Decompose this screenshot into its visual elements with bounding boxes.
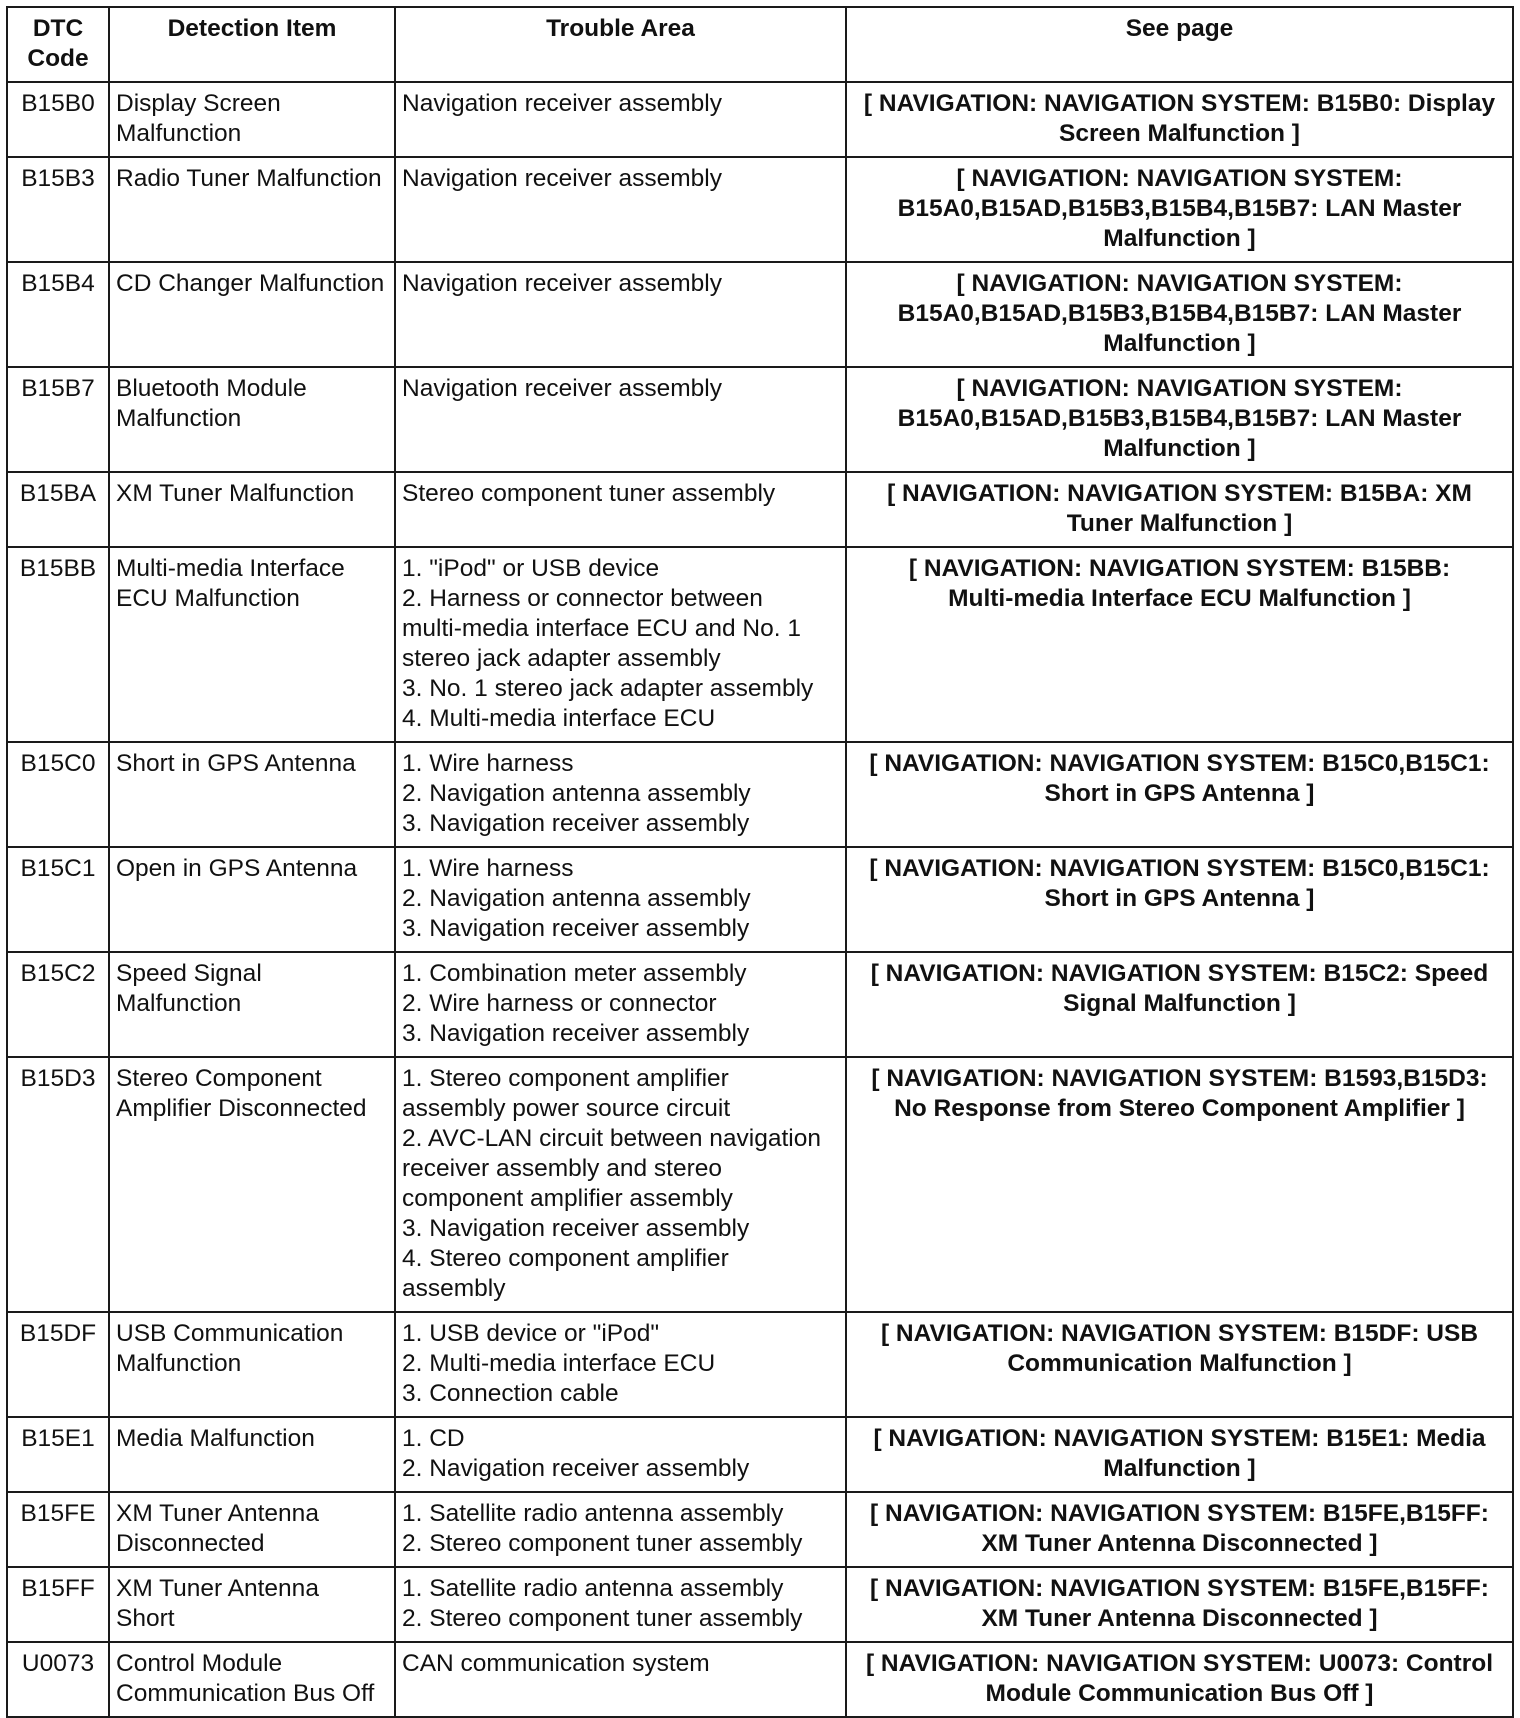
trouble-area-line: 3. Navigation receiver assembly [402, 1215, 750, 1242]
table-row [7, 847, 1513, 952]
trouble-area-cell [395, 847, 846, 952]
see-page-link-line: [ NAVIGATION: NAVIGATION SYSTEM: B1593,B15D3: [871, 1065, 1488, 1092]
table-row [7, 262, 1513, 367]
detection-item-line: Bluetooth Module [116, 375, 307, 402]
trouble-area-line: Navigation receiver assembly [402, 90, 722, 117]
detection-item-cell [109, 1312, 395, 1417]
trouble-area-line: 1. Wire harness [402, 855, 574, 882]
see-page-link-line: [ NAVIGATION: NAVIGATION SYSTEM: B15DF: USB [880, 1320, 1479, 1347]
see-page-link-line: [ NAVIGATION: NAVIGATION SYSTEM: B15C0,B15C1: [869, 855, 1490, 882]
dtc-code: U0073 [21, 1650, 95, 1677]
see-page-link-cell [846, 262, 1513, 367]
trouble-area-line: component amplifier assembly [402, 1185, 733, 1212]
detection-item-line: XM Tuner Antenna [116, 1500, 319, 1527]
trouble-area-line: Navigation receiver assembly [402, 375, 722, 402]
dtc-code-cell [7, 472, 109, 547]
dtc-code-cell [7, 82, 109, 157]
detection-item-cell [109, 742, 395, 847]
trouble-area-cell [395, 1312, 846, 1417]
detection-item-cell [109, 1417, 395, 1492]
see-page-link-cell [846, 1417, 1513, 1492]
detection-item-cell [109, 82, 395, 157]
trouble-area-cell [395, 472, 846, 547]
detection-item-cell [109, 472, 395, 547]
see-page-link-cell [846, 1492, 1513, 1567]
dtc-code: B15B7 [21, 375, 95, 402]
dtc-code-cell [7, 547, 109, 742]
trouble-area-line: 3. Connection cable [402, 1380, 619, 1407]
dtc-code-cell [7, 1057, 109, 1312]
table-row [7, 1057, 1513, 1312]
trouble-area-line: receiver assembly and stereo [402, 1155, 723, 1182]
see-page-link-cell [846, 472, 1513, 547]
detection-item-cell [109, 367, 395, 472]
detection-item-cell [109, 1492, 395, 1567]
trouble-area-line: assembly [402, 1275, 506, 1302]
detection-item-line: Amplifier Disconnected [116, 1095, 367, 1122]
dtc-code-cell [7, 847, 109, 952]
trouble-area-line: 2. Harness or connector between [402, 585, 763, 612]
table-row [7, 742, 1513, 847]
table-row [7, 1312, 1513, 1417]
dtc-code: B15C2 [20, 960, 96, 987]
detection-item-cell [109, 157, 395, 262]
see-page-link-line: [ NAVIGATION: NAVIGATION SYSTEM: B15FE,B15FF: [870, 1500, 1489, 1527]
dtc-code: B15B4 [21, 270, 95, 297]
header-line: Detection Item [167, 15, 337, 42]
dtc-code: B15B0 [21, 90, 95, 117]
see-page-link-line: Signal Malfunction ] [1063, 990, 1296, 1017]
trouble-area-line: 2. Wire harness or connector [402, 990, 717, 1017]
see-page-link-line: Malfunction ] [1103, 225, 1256, 252]
detection-item-line: XM Tuner Malfunction [116, 480, 355, 507]
dtc-table [6, 6, 1514, 1718]
dtc-code: B15BB [19, 555, 97, 582]
header-dtc-code [7, 7, 109, 82]
see-page-link-line: Tuner Malfunction ] [1066, 510, 1293, 537]
table-row [7, 1417, 1513, 1492]
trouble-area-line: multi-media interface ECU and No. 1 [402, 615, 801, 642]
detection-item-line: Malfunction [116, 405, 242, 432]
trouble-area-line: CAN communication system [402, 1650, 710, 1677]
table-header-row [7, 7, 1513, 82]
trouble-area-line: 1. Satellite radio antenna assembly [402, 1575, 784, 1602]
see-page-link-line: [ NAVIGATION: NAVIGATION SYSTEM: [956, 375, 1403, 402]
see-page-link-line: B15A0,B15AD,B15B3,B15B4,B15B7: LAN Master [897, 300, 1462, 327]
see-page-link-line: B15A0,B15AD,B15B3,B15B4,B15B7: LAN Master [897, 405, 1462, 432]
detection-item-line: Malfunction [116, 1350, 242, 1377]
trouble-area-cell [395, 262, 846, 367]
trouble-area-cell [395, 1492, 846, 1567]
trouble-area-line: 1. Satellite radio antenna assembly [402, 1500, 784, 1527]
detection-item-cell [109, 952, 395, 1057]
see-page-link-cell [846, 1567, 1513, 1642]
trouble-area-line: 2. AVC-LAN circuit between navigation [402, 1125, 821, 1152]
table-row [7, 1567, 1513, 1642]
detection-item-line: USB Communication [116, 1320, 344, 1347]
trouble-area-cell [395, 742, 846, 847]
trouble-area-line: 1. Combination meter assembly [402, 960, 747, 987]
see-page-link-line: No Response from Stereo Component Amplifier ] [894, 1095, 1465, 1122]
see-page-link-cell [846, 952, 1513, 1057]
detection-item-line: CD Changer Malfunction [116, 270, 385, 297]
trouble-area-line: assembly power source circuit [402, 1095, 731, 1122]
dtc-code: B15FF [21, 1575, 95, 1602]
detection-item-line: Speed Signal [116, 960, 262, 987]
trouble-area-line: 2. Navigation antenna assembly [402, 780, 751, 807]
dtc-code-cell [7, 157, 109, 262]
dtc-code: B15B3 [21, 165, 95, 192]
detection-item-line: Multi-media Interface [116, 555, 345, 582]
header-line: See page [1125, 15, 1234, 42]
detection-item-line: Short in GPS Antenna [116, 750, 356, 777]
dtc-code-cell [7, 367, 109, 472]
detection-item-line: XM Tuner Antenna [116, 1575, 319, 1602]
detection-item-line: Stereo Component [116, 1065, 322, 1092]
trouble-area-cell [395, 157, 846, 262]
see-page-link-line: Screen Malfunction ] [1059, 120, 1300, 147]
dtc-code-cell [7, 952, 109, 1057]
detection-item-line: Malfunction [116, 990, 242, 1017]
detection-item-line: ECU Malfunction [116, 585, 300, 612]
table-row [7, 157, 1513, 262]
header-line: Code [27, 45, 89, 72]
see-page-link-line: [ NAVIGATION: NAVIGATION SYSTEM: B15BA: XM [887, 480, 1472, 507]
trouble-area-line: 3. Navigation receiver assembly [402, 810, 750, 837]
see-page-link-line: Malfunction ] [1103, 330, 1256, 357]
detection-item-cell [109, 1567, 395, 1642]
trouble-area-line: 1. Stereo component amplifier [402, 1065, 729, 1092]
table-row [7, 1492, 1513, 1567]
see-page-link-line: Malfunction ] [1103, 1455, 1256, 1482]
see-page-link-cell [846, 82, 1513, 157]
header-detection-item [109, 7, 395, 82]
detection-item-line: Display Screen [116, 90, 281, 117]
trouble-area-line: 3. No. 1 stereo jack adapter assembly [402, 675, 814, 702]
see-page-link-line: [ NAVIGATION: NAVIGATION SYSTEM: U0073: Control [865, 1650, 1494, 1677]
see-page-link-line: [ NAVIGATION: NAVIGATION SYSTEM: B15C2: Speed [870, 960, 1489, 987]
dtc-code-cell [7, 1417, 109, 1492]
detection-item-cell [109, 1057, 395, 1312]
see-page-link-cell [846, 367, 1513, 472]
see-page-link-line: B15A0,B15AD,B15B3,B15B4,B15B7: LAN Master [897, 195, 1462, 222]
table-body [7, 82, 1513, 1717]
see-page-link-line: [ NAVIGATION: NAVIGATION SYSTEM: [956, 270, 1403, 297]
trouble-area-line: 3. Navigation receiver assembly [402, 915, 750, 942]
detection-item-line: Communication Bus Off [116, 1680, 375, 1707]
trouble-area-line: 1. "iPod" or USB device [402, 555, 660, 582]
dtc-code: B15E1 [21, 1425, 95, 1452]
table-row [7, 952, 1513, 1057]
trouble-area-line: Stereo component tuner assembly [402, 480, 776, 507]
detection-item-line: Short [116, 1605, 175, 1632]
dtc-code: B15DF [19, 1320, 97, 1347]
trouble-area-cell [395, 547, 846, 742]
trouble-area-cell [395, 952, 846, 1057]
see-page-link-line: Multi-media Interface ECU Malfunction ] [948, 585, 1411, 612]
dtc-table-container [6, 6, 1514, 1718]
trouble-area-cell [395, 82, 846, 157]
trouble-area-line: 1. Wire harness [402, 750, 574, 777]
table-row [7, 82, 1513, 157]
trouble-area-cell [395, 1057, 846, 1312]
dtc-code-cell [7, 262, 109, 367]
see-page-link-cell [846, 1312, 1513, 1417]
detection-item-line: Media Malfunction [116, 1425, 315, 1452]
see-page-link-cell [846, 1057, 1513, 1312]
detection-item-line: Malfunction [116, 120, 242, 147]
trouble-area-line: stereo jack adapter assembly [402, 645, 721, 672]
dtc-code-cell [7, 1567, 109, 1642]
dtc-code: B15D3 [20, 1065, 96, 1092]
dtc-code-cell [7, 1492, 109, 1567]
see-page-link-line: Communication Malfunction ] [1007, 1350, 1352, 1377]
detection-item-line: Control Module [116, 1650, 283, 1677]
see-page-link-line: [ NAVIGATION: NAVIGATION SYSTEM: B15B0: Display [863, 90, 1496, 117]
trouble-area-line: 2. Navigation receiver assembly [402, 1455, 750, 1482]
see-page-link-line: [ NAVIGATION: NAVIGATION SYSTEM: [956, 165, 1403, 192]
detection-item-line: Disconnected [116, 1530, 265, 1557]
see-page-link-line: [ NAVIGATION: NAVIGATION SYSTEM: B15BB: [908, 555, 1451, 582]
detection-item-line: Open in GPS Antenna [116, 855, 358, 882]
see-page-link-line: Module Communication Bus Off ] [985, 1680, 1374, 1707]
header-see-page [846, 7, 1513, 82]
trouble-area-cell [395, 367, 846, 472]
see-page-link-line: Malfunction ] [1103, 435, 1256, 462]
trouble-area-line: 1. USB device or "iPod" [402, 1320, 660, 1347]
see-page-link-line: [ NAVIGATION: NAVIGATION SYSTEM: B15FE,B15FF: [870, 1575, 1489, 1602]
detection-item-line: Radio Tuner Malfunction [116, 165, 382, 192]
see-page-link-cell [846, 547, 1513, 742]
trouble-area-line: Navigation receiver assembly [402, 165, 722, 192]
trouble-area-line: 1. CD [402, 1425, 465, 1452]
detection-item-cell [109, 262, 395, 367]
dtc-code: B15FE [20, 1500, 96, 1527]
table-row [7, 547, 1513, 742]
trouble-area-line: 2. Stereo component tuner assembly [402, 1605, 803, 1632]
see-page-link-cell [846, 847, 1513, 952]
see-page-link-line: Short in GPS Antenna ] [1044, 885, 1315, 912]
trouble-area-line: 4. Multi-media interface ECU [402, 705, 716, 732]
trouble-area-line: 2. Stereo component tuner assembly [402, 1530, 803, 1557]
trouble-area-line: 2. Navigation antenna assembly [402, 885, 751, 912]
see-page-link-line: XM Tuner Antenna Disconnected ] [981, 1530, 1378, 1557]
dtc-code-cell [7, 742, 109, 847]
see-page-link-cell [846, 742, 1513, 847]
header-trouble-area [395, 7, 846, 82]
dtc-code-cell [7, 1312, 109, 1417]
trouble-area-cell [395, 1417, 846, 1492]
see-page-link-line: XM Tuner Antenna Disconnected ] [981, 1605, 1378, 1632]
trouble-area-line: Navigation receiver assembly [402, 270, 722, 297]
see-page-link-line: [ NAVIGATION: NAVIGATION SYSTEM: B15C0,B15C1: [869, 750, 1490, 777]
see-page-link-line: Short in GPS Antenna ] [1044, 780, 1315, 807]
detection-item-cell [109, 547, 395, 742]
table-row [7, 367, 1513, 472]
see-page-link-line: [ NAVIGATION: NAVIGATION SYSTEM: B15E1: Media [873, 1425, 1486, 1452]
dtc-code: B15C1 [20, 855, 96, 882]
trouble-area-line: 4. Stereo component amplifier [402, 1245, 729, 1272]
table-row [7, 472, 1513, 547]
detection-item-cell [109, 847, 395, 952]
trouble-area-cell [395, 1567, 846, 1642]
see-page-link-cell [846, 157, 1513, 262]
trouble-area-line: 3. Navigation receiver assembly [402, 1020, 750, 1047]
trouble-area-line: 2. Multi-media interface ECU [402, 1350, 716, 1377]
dtc-code: B15BA [19, 480, 97, 507]
header-line: DTC [32, 15, 84, 42]
header-line: Trouble Area [546, 15, 695, 42]
dtc-code: B15C0 [20, 750, 96, 777]
